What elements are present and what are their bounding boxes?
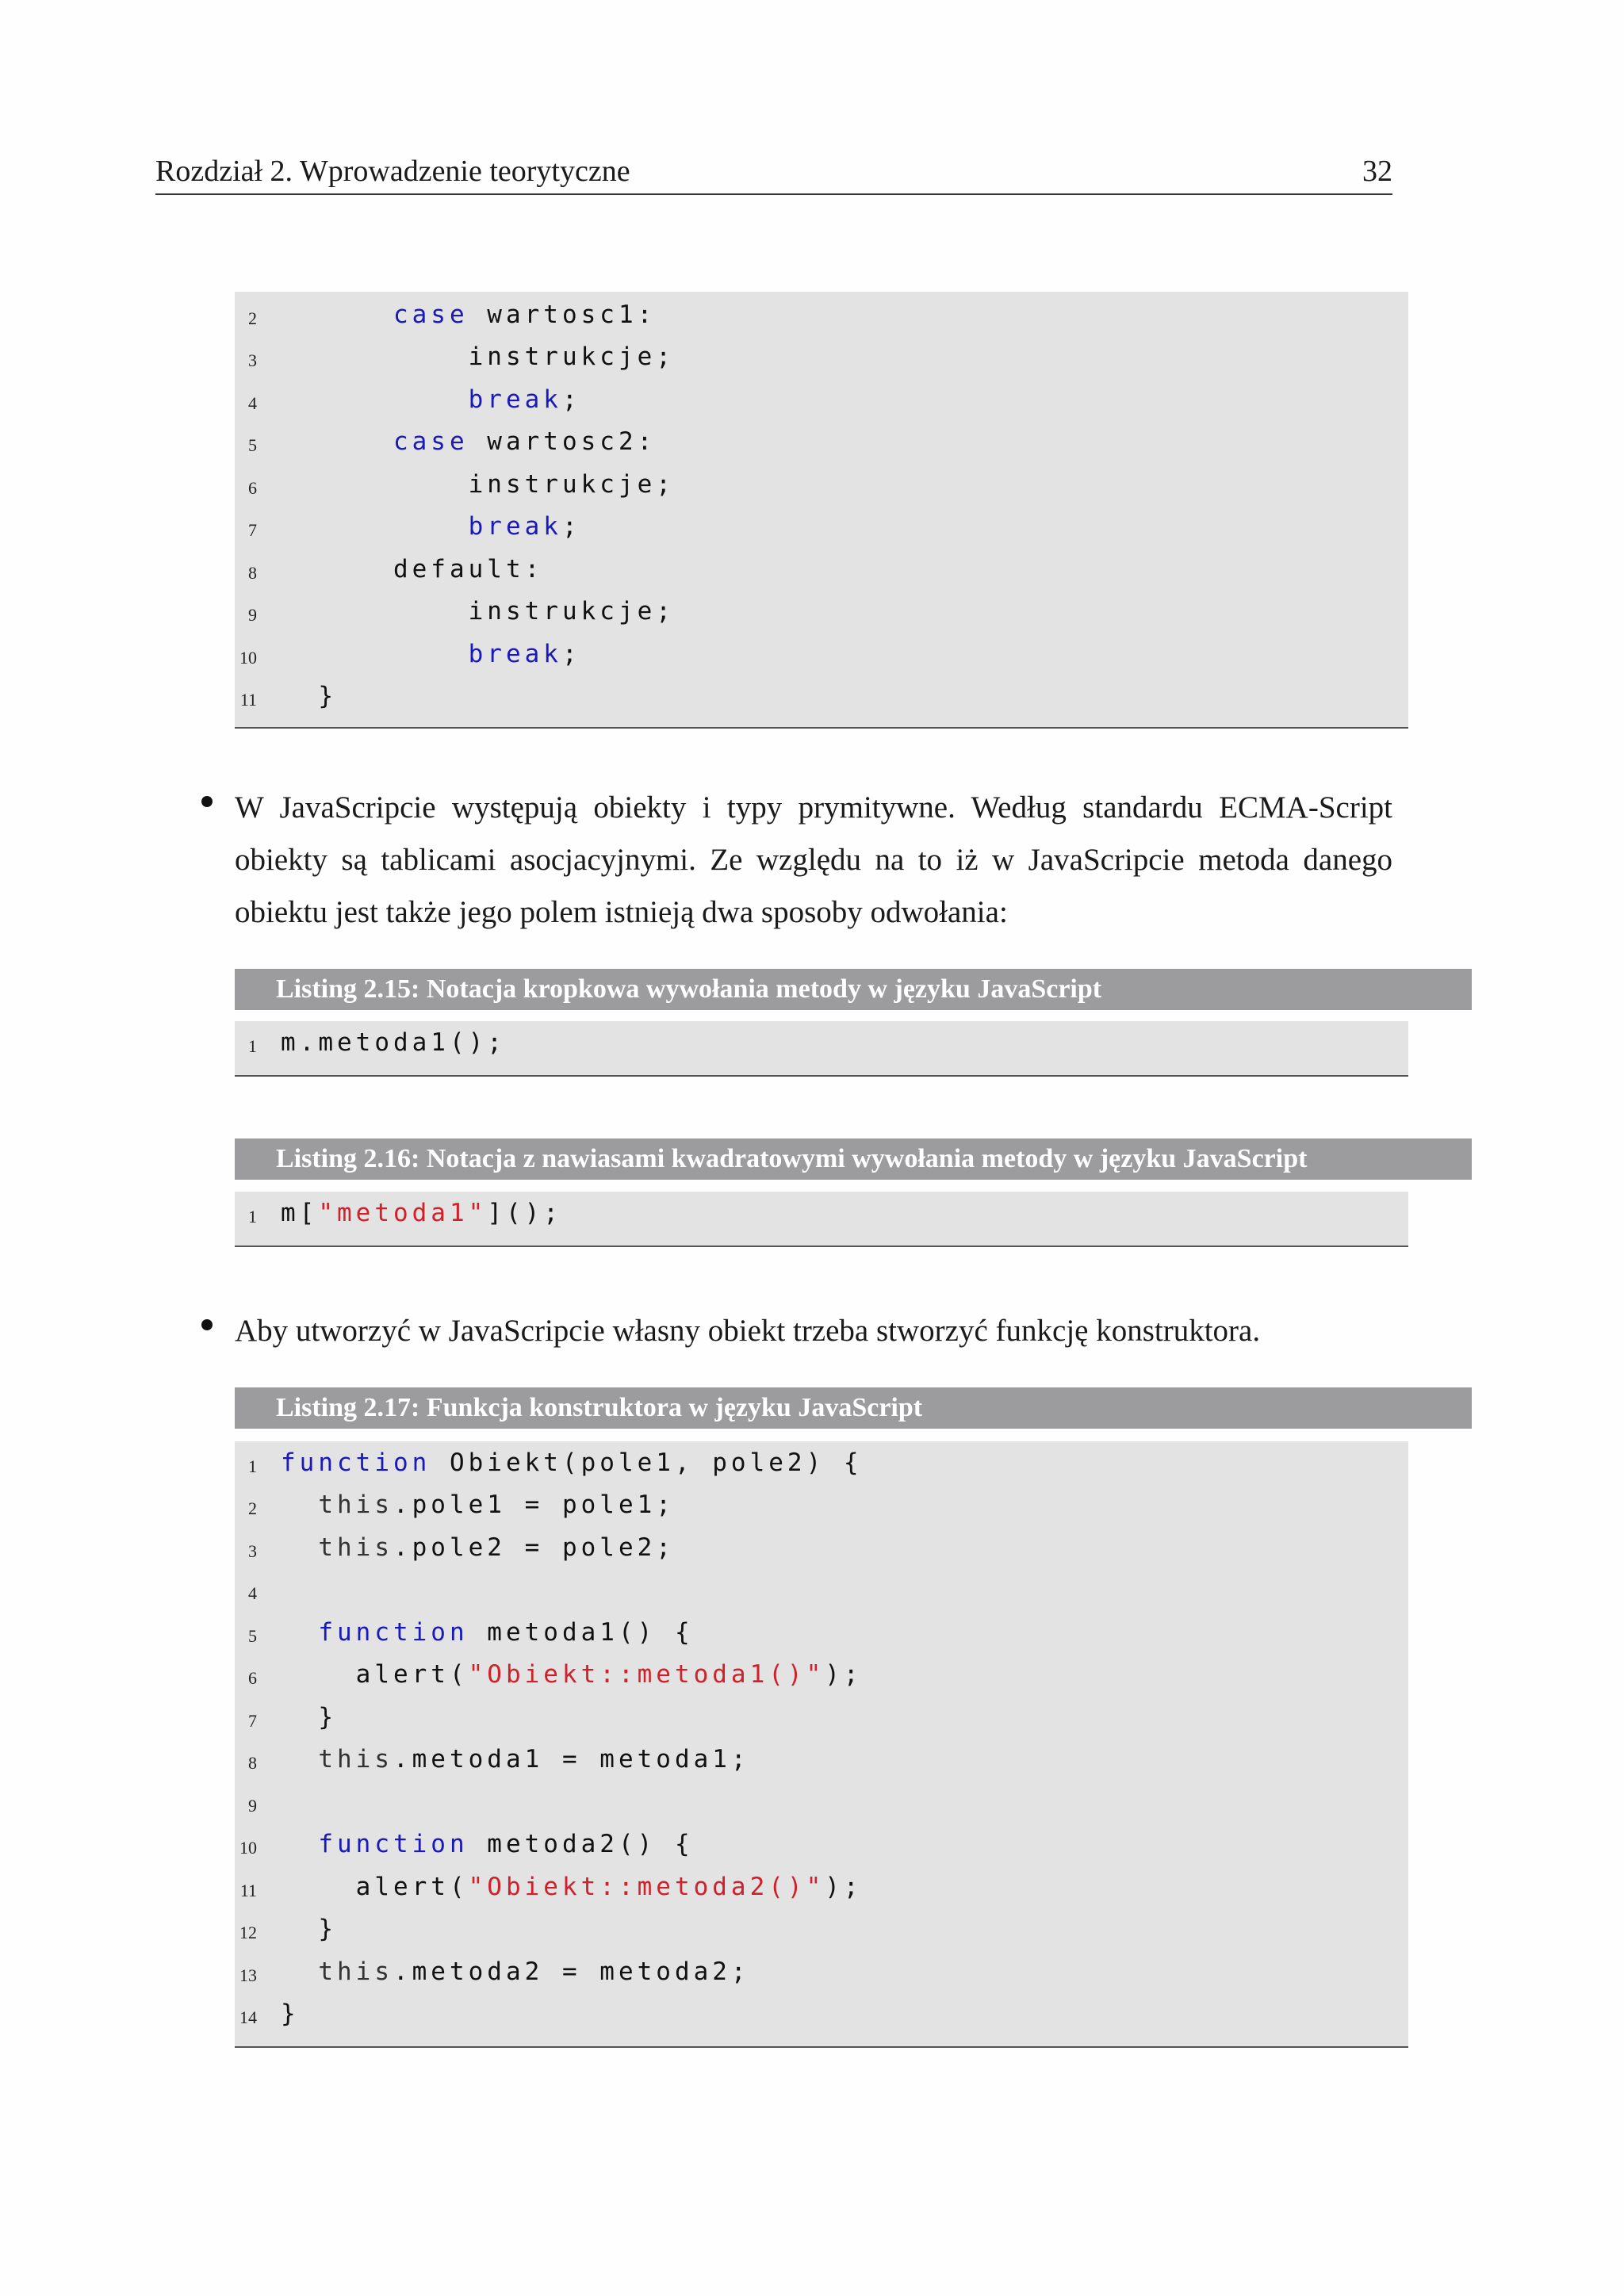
code-line [235,675,1408,718]
page-header [155,149,1392,195]
code-text [281,1028,506,1057]
code-line [235,1739,1408,1781]
code-token: } [281,1999,300,2029]
line-number: 6 [248,1668,257,1689]
code-token: instrukcje; [468,342,675,372]
bullet-marker [201,796,213,807]
code-indent [281,1618,318,1647]
code-line [235,1441,1408,1484]
code-text [281,682,337,710]
code-token: .metoda1 = metoda1; [393,1745,750,1774]
line-number: 11 [239,690,257,710]
code-token: ; [561,512,581,541]
code-token: this [318,1745,393,1774]
code-indent [281,1873,356,1901]
page-number: 32 [1362,155,1392,188]
code-token: metoda2() { [468,1830,694,1859]
code-indent [281,555,393,584]
code-text [281,1873,863,1901]
code-indent [281,300,393,329]
code-text [281,300,656,329]
paragraph-text: W JavaScripcie występują obiekty i typy prymitywne. Według standardu ECMA-Script obiekty są tablicami asocjacyjnymi. Ze względu na to iż w JavaScripcie metoda danego obiektu jest także jego polem istnieją dwa sposoby odwołania: [235,790,1392,929]
code-text [281,1745,750,1774]
paragraph-text: Aby utworzyć w JavaScripcie własny obiekt trzeba stworzyć funkcję konstruktora. [235,1314,1261,1348]
code-token: } [318,1702,337,1732]
code-keyword: break [468,385,562,414]
listing-caption: Listing 2.15: Notacja kropkowa wywołania metody w języku JavaScript [235,969,1472,1010]
line-number: 13 [239,1965,257,1985]
code-token: instrukcje; [468,469,675,499]
code-line [235,633,1408,675]
code-token: wartosc1: [468,300,657,329]
code-text [281,1957,750,1986]
code-line [235,591,1408,633]
line-number: 1 [248,1206,257,1226]
code-indent [281,470,469,499]
code-text [281,1448,863,1477]
code-token: this [318,1957,393,1986]
code-string: "metoda1" [318,1198,488,1227]
code-token: .pole2 = pole2; [393,1533,675,1562]
code-keyword: function [318,1617,469,1647]
listing-caption: Listing 2.17: Funkcja konstruktora w języku JavaScript [235,1387,1472,1429]
line-number: 4 [248,1583,257,1604]
listing-caption: Listing 2.16: Notacja z nawiasami kwadratowymi wywołania metody w języku JavaScript [235,1138,1472,1180]
bullet-marker [201,1319,213,1330]
code-indent [281,1745,318,1774]
code-indent [281,1490,318,1519]
line-number: 7 [248,520,257,541]
code-line [235,1696,1408,1739]
code-indent [281,427,393,456]
code-line [235,421,1408,464]
code-indent [281,640,469,668]
code-token: wartosc2: [468,427,657,457]
code-block-listing-2-17 [235,1441,1408,2048]
code-indent [281,342,469,371]
code-line [235,1484,1408,1527]
bullet-item [235,1305,1392,1357]
code-indent [281,1830,318,1858]
line-number: 9 [248,1795,257,1816]
line-number: 10 [239,647,257,668]
line-number: 10 [239,1838,257,1858]
code-token: } [318,1915,337,1944]
code-keyword: case [393,300,469,329]
code-line [235,1611,1408,1654]
code-line [235,1866,1408,1908]
line-number: 8 [248,1753,257,1774]
code-text [281,342,675,371]
code-block-listing-2-16 [235,1192,1408,1247]
bullet-item [235,782,1392,939]
code-indent [281,1957,318,1986]
line-number: 1 [248,1456,257,1476]
code-text [281,1703,337,1732]
code-text [281,1490,675,1519]
code-text [281,1199,562,1227]
code-block-switch [235,292,1408,729]
code-token: this [318,1490,393,1520]
line-number: 14 [239,2007,257,2028]
code-token: ; [561,385,581,414]
code-token: m[ [281,1198,319,1227]
code-line [235,1781,1408,1823]
code-token: alert( [355,1660,469,1689]
code-token: .metoda2 = metoda2; [393,1957,750,1986]
code-text [281,1660,863,1689]
code-line [235,1950,1408,1993]
code-token: ); [825,1660,863,1689]
line-number: 1 [248,1035,257,1056]
line-number: 4 [248,392,257,413]
code-indent [281,1533,318,1562]
code-line [235,1569,1408,1612]
code-token: this [318,1533,393,1562]
code-token: Obiekt(pole1, pole2) { [431,1448,863,1477]
code-text [281,1915,337,1943]
code-line [235,463,1408,506]
code-indent [281,682,318,710]
code-token: default: [393,554,544,584]
line-number: 5 [248,435,257,456]
code-token: alert( [355,1872,469,1901]
line-number: 2 [248,308,257,328]
code-text [281,1533,675,1562]
code-string: "Obiekt::metoda1()" [468,1660,825,1689]
code-text [281,555,543,584]
code-string: "Obiekt::metoda2()" [468,1872,825,1901]
line-number: 9 [248,605,257,626]
code-token: metoda1() { [468,1617,694,1647]
code-text [281,427,656,456]
line-number: 11 [239,1880,257,1900]
code-token: } [318,682,337,711]
code-keyword: break [468,512,562,541]
line-number: 3 [248,350,257,371]
code-keyword: break [468,639,562,668]
code-line [235,1654,1408,1697]
code-line [235,378,1408,421]
code-keyword: case [393,427,469,457]
line-number: 2 [248,1498,257,1519]
code-text [281,1999,300,2028]
code-token: ); [825,1872,863,1901]
code-line [235,1192,1408,1234]
code-line [235,506,1408,549]
code-indent [281,597,469,626]
code-indent [281,512,469,541]
line-number: 7 [248,1710,257,1731]
code-token: .pole1 = pole1; [393,1490,675,1520]
code-token: ; [561,639,581,668]
code-token: instrukcje; [468,597,675,626]
code-keyword: function [281,1448,431,1477]
code-token: m.metoda1(); [281,1027,506,1057]
code-keyword: function [318,1830,469,1859]
code-text [281,385,581,414]
code-text [281,597,675,626]
code-indent [281,1660,356,1689]
code-token: ](); [487,1198,562,1227]
code-line [235,1526,1408,1569]
code-line [235,548,1408,591]
line-number: 5 [248,1625,257,1646]
code-indent [281,1915,318,1943]
line-number: 8 [248,562,257,583]
line-number: 12 [239,1923,257,1943]
code-line [235,1993,1408,2036]
code-text [281,640,581,668]
chapter-title: Rozdział 2. Wprowadzenie teorytyczne [155,155,630,188]
code-line [235,1823,1408,1866]
code-line [235,336,1408,379]
code-block-listing-2-15 [235,1021,1408,1077]
code-text [281,1618,694,1647]
line-number: 6 [248,477,257,498]
code-line [235,1908,1408,1951]
code-text [281,1830,694,1858]
line-number: 3 [248,1540,257,1561]
code-indent [281,1703,318,1732]
code-text [281,512,581,541]
code-text [281,470,675,499]
code-line [235,293,1408,336]
code-indent [281,385,469,414]
code-line [235,1021,1408,1064]
